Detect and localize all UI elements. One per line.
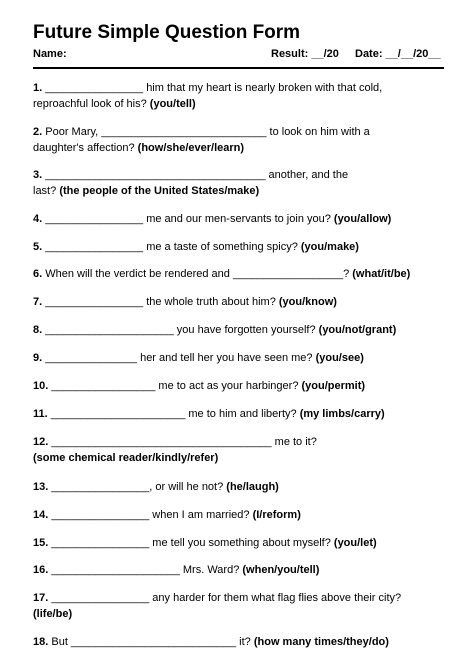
question-hint: (I/reform) (252, 509, 301, 521)
question-number: 17. (33, 592, 49, 604)
question-number: 1. (33, 82, 43, 94)
question-9 (33, 350, 453, 366)
question-hint: (how/she/ever/learn) (137, 142, 245, 154)
question-15 (33, 535, 453, 551)
question-hint: (when/you/tell) (242, 564, 320, 576)
question-text: ____________________________________ another, and the (45, 169, 349, 181)
question-text: _____________________ Mrs. Ward? (51, 564, 240, 576)
question-text-cont: last? (33, 185, 57, 197)
question-text-cont: reproachful look of his? (33, 98, 147, 110)
question-text: _____________________ you have forgotten yourself? (45, 324, 316, 336)
question-14 (33, 507, 453, 523)
question-hint: (you/permit) (301, 380, 366, 392)
question-hint: (the people of the United States/make) (59, 185, 260, 197)
question-7 (33, 294, 453, 310)
question-number: 16. (33, 564, 49, 576)
question-text: _________________ me to act as your harbinger? (51, 380, 299, 392)
question-number: 3. (33, 169, 43, 181)
question-number: 11. (33, 408, 48, 420)
question-12 (33, 434, 453, 466)
question-number: 15. (33, 537, 49, 549)
question-text: ________________ me a taste of something spicy? (45, 241, 298, 253)
question-number: 5. (33, 241, 43, 253)
header-divider (33, 67, 444, 69)
result-field: Result: __/20 (271, 48, 339, 60)
question-hint: (you/tell) (149, 98, 196, 110)
question-text: When will the verdict be rendered and __________________? (45, 268, 350, 280)
question-text: ________________ the whole truth about him? (45, 296, 276, 308)
question-text: ________________ him that my heart is nearly broken with that cold, (45, 82, 383, 94)
question-hint: (you/know) (278, 296, 337, 308)
question-hint: (you/let) (333, 537, 377, 549)
question-hint: (he/laugh) (226, 481, 279, 493)
question-1 (33, 80, 453, 112)
question-4 (33, 211, 453, 227)
question-18 (33, 634, 453, 650)
question-text: But ___________________________ it? (51, 636, 251, 648)
question-13 (33, 479, 453, 495)
question-text: ________________ me tell you something about myself? (51, 537, 331, 549)
question-number: 4. (33, 213, 43, 225)
question-5 (33, 239, 453, 255)
question-text: ____________________________________ me to it? (51, 436, 317, 448)
question-number: 18. (33, 636, 49, 648)
question-hint: (life/be) (33, 608, 73, 620)
question-number: 2. (33, 126, 43, 138)
question-8 (33, 322, 453, 338)
question-hint: (what/it/be) (352, 268, 411, 280)
question-hint: (my limbs/carry) (299, 408, 385, 420)
question-text: Poor Mary, ___________________________ to look on him with a (45, 126, 370, 138)
question-text: ______________________ me to him and liberty? (50, 408, 297, 420)
name-label: Name: (33, 48, 67, 60)
question-2 (33, 124, 453, 156)
question-hint: (you/make) (300, 241, 359, 253)
question-text: ________________ me and our men-servants to join you? (45, 213, 331, 225)
question-number: 14. (33, 509, 49, 521)
question-number: 10. (33, 380, 49, 392)
question-10 (33, 378, 453, 394)
question-3 (33, 167, 453, 199)
question-16 (33, 562, 453, 578)
date-field: Date: __/__/20__ (355, 48, 441, 60)
question-hint: (you/not/grant) (318, 324, 397, 336)
question-hint: (you/see) (315, 352, 364, 364)
question-hint: (you/allow) (333, 213, 392, 225)
question-number: 9. (33, 352, 43, 364)
question-text: ________________ any harder for them what flag flies above their city? (51, 592, 402, 604)
question-text: _______________ her and tell her you have seen me? (45, 352, 313, 364)
question-number: 13. (33, 481, 49, 493)
question-hint: (some chemical reader/kindly/refer) (33, 452, 219, 464)
question-hint: (how many times/they/do) (253, 636, 389, 648)
question-text: ________________ when I am married? (51, 509, 250, 521)
question-11 (33, 406, 453, 422)
question-number: 6. (33, 268, 43, 280)
question-17 (33, 590, 453, 622)
question-number: 12. (33, 436, 49, 448)
question-text: ________________, or will he not? (51, 481, 224, 493)
page-title: Future Simple Question Form (33, 22, 301, 43)
question-6 (33, 266, 453, 282)
question-number: 7. (33, 296, 43, 308)
question-text-cont: daughter's affection? (33, 142, 135, 154)
question-number: 8. (33, 324, 43, 336)
